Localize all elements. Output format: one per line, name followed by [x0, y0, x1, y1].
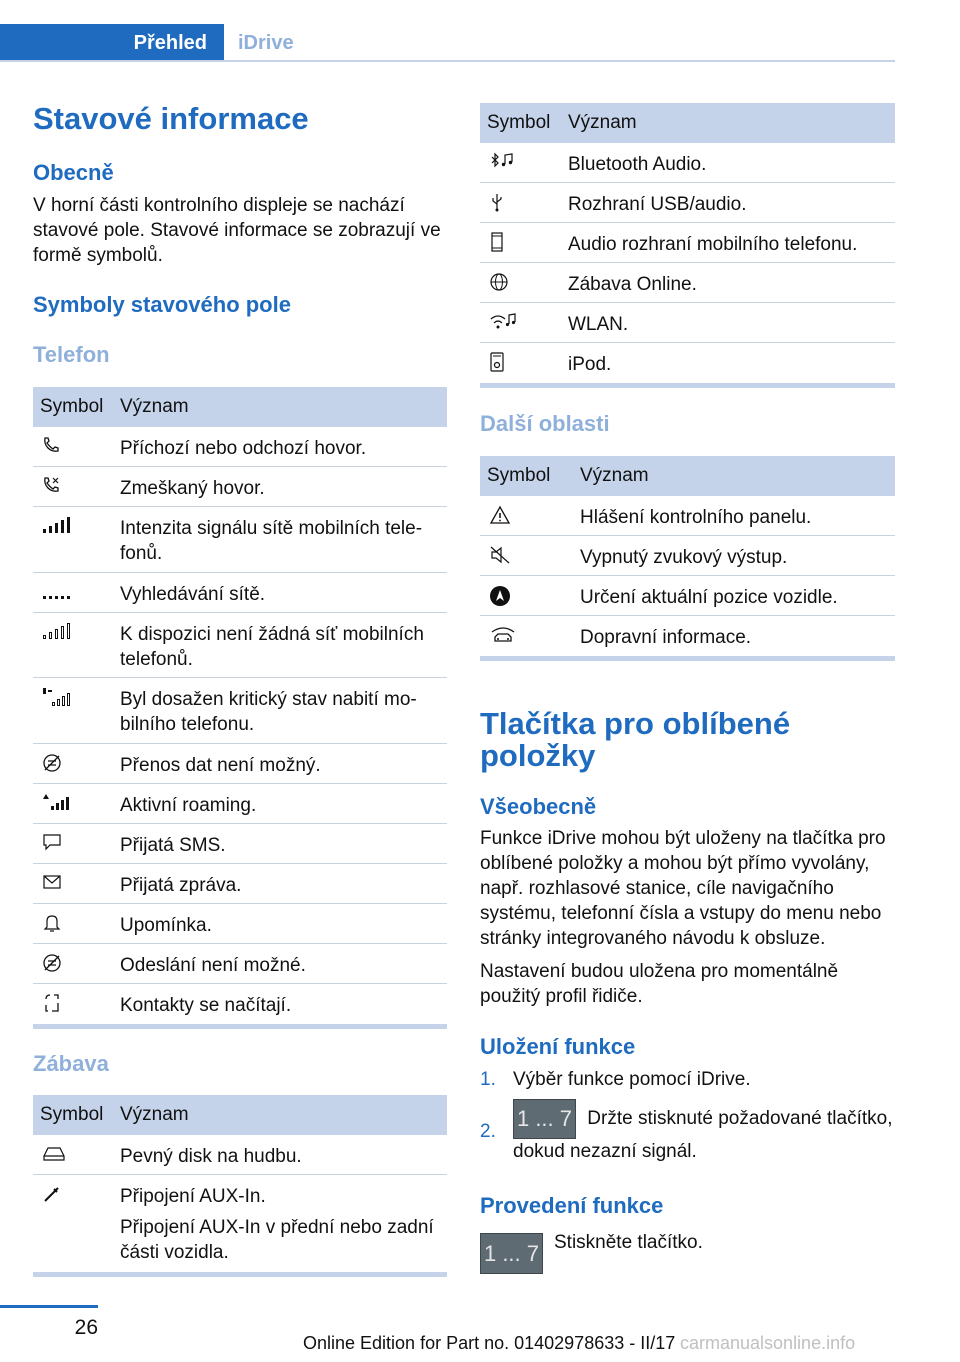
network-search-icon	[33, 573, 120, 600]
footer-rule	[0, 1305, 98, 1308]
table-row	[33, 613, 447, 678]
row-meaning: Bluetooth Audio.	[568, 154, 707, 175]
favorite-key-image: 1 ... 7	[480, 1233, 543, 1274]
table-row	[480, 496, 895, 536]
mute-icon	[480, 536, 580, 565]
step-number: 2.	[480, 1121, 496, 1142]
entertainment-table-continued	[480, 103, 895, 388]
hard-disk-icon	[33, 1135, 120, 1162]
table-row	[33, 904, 447, 944]
general-text: V horní části kontrolního displeje se nachází stavové pole. Stavové informace se zobrazují ve formě symbolů.	[33, 195, 441, 266]
row-meaning: Upomínka.	[120, 915, 212, 936]
ipod-icon	[480, 343, 568, 372]
row-meaning: Příchozí nebo odchozí hovor.	[120, 438, 367, 459]
list-item	[480, 1099, 895, 1164]
step-text: Držte stisknuté požadované tlačítko, dokud nezazní signál.	[513, 1108, 893, 1162]
table-row	[480, 343, 895, 383]
row-meaning: Intenzita signálu sítě mobilních telefonů.	[120, 518, 423, 564]
row-meaning: Hlášení kontrolního panelu.	[580, 507, 812, 528]
entertainment-table	[33, 1095, 447, 1277]
signal-strength-icon	[33, 507, 120, 534]
table-row	[33, 1135, 447, 1175]
sms-icon	[33, 824, 120, 851]
col-meaning: Význam	[120, 1104, 189, 1125]
top-tabs	[0, 24, 895, 62]
row-meaning: Kontakty se načítají.	[120, 995, 292, 1016]
warning-triangle-icon	[480, 496, 580, 525]
table-row	[33, 573, 447, 613]
favorite-key-image: 1 ... 7	[513, 1099, 576, 1139]
row-meaning: Zábava Online.	[568, 274, 697, 295]
table-row	[33, 1175, 447, 1272]
tab-prehled[interactable]	[0, 24, 224, 62]
table-row	[33, 507, 447, 573]
row-meaning: Dopravní informace.	[580, 627, 752, 648]
table-row	[480, 183, 895, 223]
no-data-icon	[33, 744, 120, 773]
favorites-text-2: Nastavení budou uložena pro momentálně použitý profil řidiče.	[480, 961, 839, 1007]
col-meaning: Význam	[120, 396, 189, 417]
phone-audio-icon	[480, 223, 568, 252]
phone-heading: Telefon	[33, 342, 110, 367]
other-heading: Další oblasti	[480, 411, 610, 436]
page-number: 26	[74, 1316, 98, 1339]
other-table-header	[480, 456, 895, 496]
row-meaning: Byl dosažen kritický stav nabití mobilního telefonu.	[120, 689, 417, 735]
execute-text: Stiskněte tlačítko.	[554, 1232, 703, 1253]
phone-table	[33, 387, 447, 1029]
other-table	[480, 456, 895, 661]
step-number: 1.	[480, 1069, 496, 1090]
bell-icon	[33, 904, 120, 933]
table-row	[33, 824, 447, 864]
col-meaning: Význam	[580, 465, 649, 486]
table-row	[480, 536, 895, 576]
table-row	[33, 427, 447, 467]
col-meaning: Význam	[568, 112, 637, 133]
table-row	[480, 303, 895, 343]
execute-heading: Provedení funkce	[480, 1193, 664, 1218]
col-symbol: Symbol	[487, 112, 551, 133]
entertainment-heading: Zábava	[33, 1051, 109, 1076]
contacts-loading-icon	[33, 984, 120, 1013]
row-meaning: Přenos dat není možný.	[120, 755, 321, 776]
table-row	[33, 784, 447, 824]
send-disabled-icon	[33, 944, 120, 973]
row-meaning: Vyhledávání sítě.	[120, 584, 266, 605]
row-meaning: Rozhraní USB/audio.	[568, 194, 747, 215]
handset-icon	[33, 427, 120, 454]
table-row	[33, 984, 447, 1024]
row-meaning: Aktivní roaming.	[120, 795, 257, 816]
col-symbol: Symbol	[40, 396, 104, 417]
row-meaning: WLAN.	[568, 314, 629, 335]
general-heading: Obecně	[33, 160, 114, 185]
row-meaning: K dispozici není žádná síť mobilních telefonů.	[120, 624, 424, 670]
page-title: Stavové informace	[33, 101, 309, 136]
table-row	[480, 576, 895, 616]
step-content	[513, 1099, 895, 1164]
tab-idrive-label: iDrive	[238, 31, 294, 54]
row-meaning: Určení aktuální pozice vozidle.	[580, 587, 838, 608]
entertainment-table-header	[480, 103, 895, 143]
col-symbol: Symbol	[40, 1104, 104, 1125]
no-network-icon	[33, 613, 120, 640]
row-meaning: Připojení AUX-In.	[120, 1186, 266, 1207]
phone-table-header	[33, 387, 447, 427]
symbols-heading: Symboly stavového pole	[33, 292, 291, 317]
row-meaning-detail: Připojení AUX-In v přední nebo zadní části vozidla.	[120, 1217, 434, 1263]
row-meaning: Vypnutý zvukový výstup.	[580, 547, 788, 568]
battery-critical-icon	[33, 678, 120, 707]
table-row	[480, 616, 895, 656]
favorites-general-heading: Všeobecně	[480, 794, 597, 819]
table-row	[480, 143, 895, 183]
missed-call-icon	[33, 467, 120, 494]
row-meaning: Zmeškaný hovor.	[120, 478, 265, 499]
table-row	[33, 467, 447, 507]
list-item	[480, 1067, 895, 1092]
traffic-info-icon	[480, 616, 580, 645]
row-meaning: Odeslání není možné.	[120, 955, 306, 976]
aux-plug-icon	[33, 1175, 120, 1204]
watermark: carmanualsonline.info	[680, 1333, 856, 1353]
entertainment-table-header	[33, 1095, 447, 1135]
table-row	[33, 864, 447, 904]
row-meaning-group	[120, 1175, 447, 1273]
row-meaning: Pevný disk na hudbu.	[120, 1146, 302, 1167]
favorites-title-line2: položky	[480, 738, 596, 773]
table-row	[33, 944, 447, 984]
row-meaning: Audio rozhraní mobilního telefonu.	[568, 234, 858, 255]
favorites-text-1: Funkce iDrive mohou být uloženy na tlačítka pro oblíbené položky a mohou být přímo vyvolány, např. rozhlasové stanice, cíle navigačního systému, telefonní čísla a vstupy do menu nebo stránky integrovaného návodu k obsluze.	[480, 828, 886, 949]
step-text: Výběr funkce pomocí iDrive.	[513, 1069, 751, 1090]
favorites-title-line1: Tlačítka pro oblíbené	[480, 706, 791, 741]
position-icon	[480, 576, 580, 607]
tab-prehled-label: Přehled	[133, 31, 207, 54]
edition-text: Online Edition for Part no. 01402978633 - II/17	[303, 1333, 676, 1353]
bluetooth-audio-icon	[480, 143, 568, 170]
header-rule	[0, 60, 895, 62]
tab-idrive[interactable]	[238, 24, 294, 62]
table-row	[33, 744, 447, 784]
wlan-icon	[480, 303, 568, 332]
save-heading: Uložení funkce	[480, 1034, 636, 1059]
envelope-icon	[33, 864, 120, 891]
table-row	[480, 263, 895, 303]
row-meaning: Přijatá zpráva.	[120, 875, 242, 896]
roaming-icon	[33, 784, 120, 811]
table-row	[480, 223, 895, 263]
row-meaning: iPod.	[568, 354, 612, 375]
usb-icon	[480, 183, 568, 212]
col-symbol: Symbol	[487, 465, 551, 486]
online-entertainment-icon	[480, 263, 568, 292]
row-meaning: Přijatá SMS.	[120, 835, 226, 856]
table-row	[33, 678, 447, 744]
